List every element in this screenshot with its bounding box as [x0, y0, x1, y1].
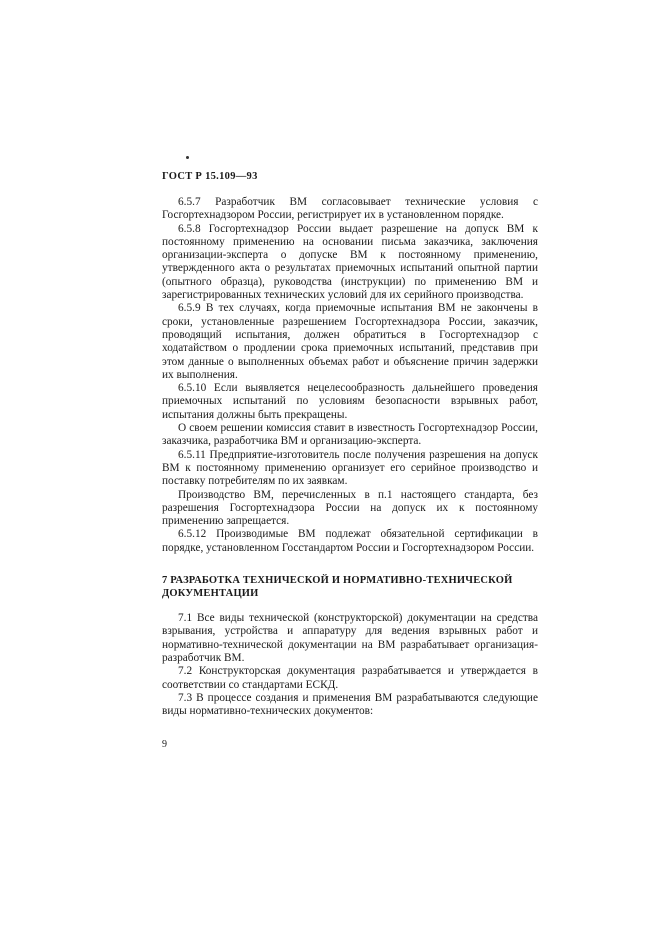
paragraph-6-5-10: 6.5.10 Если выявляется нецелесообразность дальнейшего проведения приемочных испытаний по условиям безопасности взрывных работ, испытания должны быть прекращены. [162, 382, 538, 421]
paragraph-7-1: 7.1 Все виды технической (конструкторской) документации на средства взрывания, устройства и аппаратуру для ведения взрывных работ и нормативно-технической документации на ВМ разрабатывает организация-разработчик ВМ. [162, 612, 538, 664]
document-body [162, 196, 538, 718]
scan-speck [186, 156, 189, 159]
paragraph-6-5-11: 6.5.11 Предприятие-изготовитель после получения разрешения на допуск ВМ к постоянному применению организует его серийное производство и поставку потребителям по их заявкам. [162, 448, 538, 488]
paragraph-6-5-9: 6.5.9 В тех случаях, когда приемочные испытания ВМ не закончены в сроки, установленные разрешением Госгортехнадзора России, заказчик, проводящий испытания, должен обратиться в Госгортехнадзор с ходатайством о продлении срока приемочных испытаний, представив при этом данные о выполненных объемах работ и объяснение причин задержки их выполнения. [162, 302, 538, 381]
paragraph-commission: О своем решении комиссия ставит в известность Госгортехнадзор России, заказчика, разработчика ВМ и организацию-эксперта. [162, 422, 538, 448]
paragraph-production-ban: Производство ВМ, перечисленных в п.1 настоящего стандарта, без разрешения Госгортехнадзора России на допуск их к постоянному применению запрещается. [162, 488, 538, 528]
paragraph-6-5-8: 6.5.8 Госгортехнадзор России выдает разрешение на допуск ВМ к постоянному применению на основании письма заказчика, заключения организации-эксперта о допуске ВМ к постоянному применению, утвержденного акта о результатах приемочных испытаний опытной партии (опытного образца), руководства (инструкции) по применению ВМ и зарегистрированных технических условий для их серийного производства. [162, 222, 538, 302]
paragraph-6-5-12: 6.5.12 Производимые ВМ подлежат обязательной сертификации в порядке, установленном Госстандартом России и Госгортехнадзором России. [162, 528, 538, 554]
paragraph-6-5-7: 6.5.7 Разработчик ВМ согласовывает технические условия с Госгортехнадзором России, регистрирует их в установленном порядке. [162, 196, 538, 222]
paragraph-7-2: 7.2 Конструкторская документация разрабатывается и утверждается в соответствии со стандартами ЕСКД. [162, 665, 538, 691]
page-header: ГОСТ Р 15.109—93 [162, 171, 258, 182]
page-number: 9 [162, 739, 167, 750]
section-title: 7 РАЗРАБОТКА ТЕХНИЧЕСКОЙ И НОРМАТИВНО-ТЕХНИЧЕСКОЙ ДОКУМЕНТАЦИИ [162, 575, 513, 599]
paragraph-7-3: 7.3 В процессе создания и применения ВМ разрабатываются следующие виды нормативно-технических документов: [162, 691, 538, 718]
